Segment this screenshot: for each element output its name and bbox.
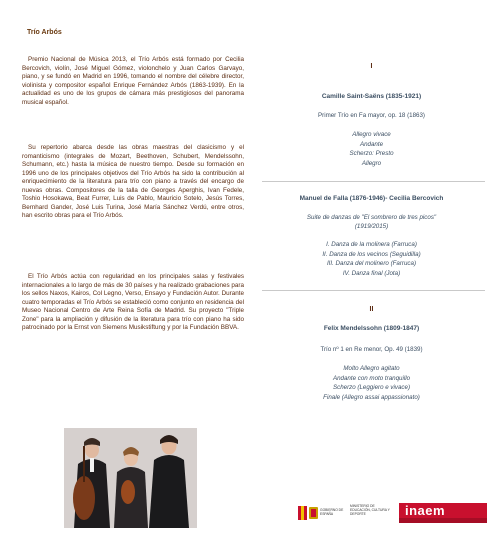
inaem-wordmark: inaem xyxy=(405,503,446,518)
movement: Allegro vivace xyxy=(352,131,391,138)
movement: Scherzo: Presto xyxy=(349,150,394,157)
work-saint-saens: Primer Trío en Fa mayor, op. 18 (1863) xyxy=(318,112,425,119)
composer-saint-saens: Camille Saint-Saëns (1835-1921) xyxy=(321,93,422,100)
bio-paragraph-2: Su repertorio abarca desde las obras maestras del clasicismo y el romanticismo (integrales de Mozart, Beethoven, Schubert, Mendelssohn, Schumann, etc.) hasta la música de nuestro tiempo. Desde su formación en 1996 uno de los principales objetivos del Trío Arbós ha sido la contribución al enriquecimiento de la literatura para trío con piano a través del encargo de nuevas obras. Compositores de la talla de Georges Aperghis, Ivan Fedele, Toshio Hosokawa, Beat Furrer, Luis de Pablo, Mauricio Sotelo, Jesús Torres, Bernhard Gander, José Luis Turina, José María Sánchez Verdú, entre otros, han escrito obras para el Trío Arbós. xyxy=(22,144,244,219)
movement: Finale (Allegro assai appassionato) xyxy=(323,393,420,401)
gobierno-espana-logo xyxy=(298,504,346,522)
movement: IV. Danza final (Jota) xyxy=(342,269,401,277)
part-two-numeral: II xyxy=(369,306,374,313)
program-column xyxy=(248,0,495,500)
movement: Andante xyxy=(359,140,384,148)
work-mendelssohn: Trío nº 1 en Re menor, Op. 49 (1839) xyxy=(320,346,423,353)
divider xyxy=(262,181,485,182)
movement: Scherzo (Leggiero e vivace) xyxy=(332,384,411,391)
movement: Allegro xyxy=(361,159,382,167)
ensemble-photo xyxy=(64,428,197,528)
composer-mendelssohn: Felix Mendelssohn (1809-1847) xyxy=(323,325,420,332)
movements-falla xyxy=(248,240,495,278)
sponsor-logos xyxy=(298,503,488,523)
composer-falla: Manuel de Falla (1876-1946)- Cecilia Bercovich xyxy=(299,195,444,202)
inaem-logo xyxy=(399,503,487,523)
gobierno-label: GOBIERNO DE ESPAÑA xyxy=(320,508,344,516)
movements-saint-saens xyxy=(248,130,495,168)
movement: II. Danza de los vecinos (Seguidilla) xyxy=(322,250,421,258)
movement: Molto Allegro agitato xyxy=(343,365,400,372)
ensemble-title: Trío Arbós xyxy=(27,29,62,36)
bio-paragraph-3: El Trío Arbós actúa con regularidad en los principales salas y festivales internacionales a lo largo de más de 30 países y ha realizado grabaciones para los sellos Naxos, Kairos, Col Legno, Verso, Ensayo y Fundación Autor. Durante cuatro temporadas el Trío Arbós se estableció como conjunto en residencia del Museo Nacional Centro de Arte Reina Sofía de Madrid. Su proyecto "Triple Zone" para la ampliación y difusión de la literatura para trío con piano ha sido patrocinado por la Ernst von Siemens Musikstiftung y por la Fundación BBVA. xyxy=(22,273,244,331)
movement: Andante con moto tranquillo xyxy=(332,374,411,382)
movements-mendelssohn xyxy=(248,364,495,402)
work-falla xyxy=(248,213,495,231)
movement: I. Danza de la molinera (Farruca) xyxy=(326,241,417,248)
part-one-numeral: I xyxy=(370,63,373,70)
work-year-line: (1919/2015) xyxy=(354,223,389,230)
work-title-line: Suite de danzas de "El sombrero de tres picos" xyxy=(306,214,437,221)
ministerio-label: MINISTERIO DE EDUCACIÓN, CULTURA Y DEPORTE xyxy=(350,504,390,516)
movement: III. Danza del molinero (Farruca) xyxy=(326,260,417,267)
bio-paragraph-1: Premio Nacional de Música 2013, el Trío Arbós está formado por Cecilia Bercovich, violín, José Miguel Gómez, violonchelo y Juan Carlos Garvayo, piano, y se fundó en Madrid en 1996, tomando el nombre del célebre director, violinista y compositor español Enrique Fernández Arbós (1863-1939). En la actualidad es uno de los grupos de cámara más prestigiosos del panorama musical español. xyxy=(22,56,244,106)
divider xyxy=(262,290,485,291)
ensemble-photo-illustration xyxy=(64,428,197,528)
